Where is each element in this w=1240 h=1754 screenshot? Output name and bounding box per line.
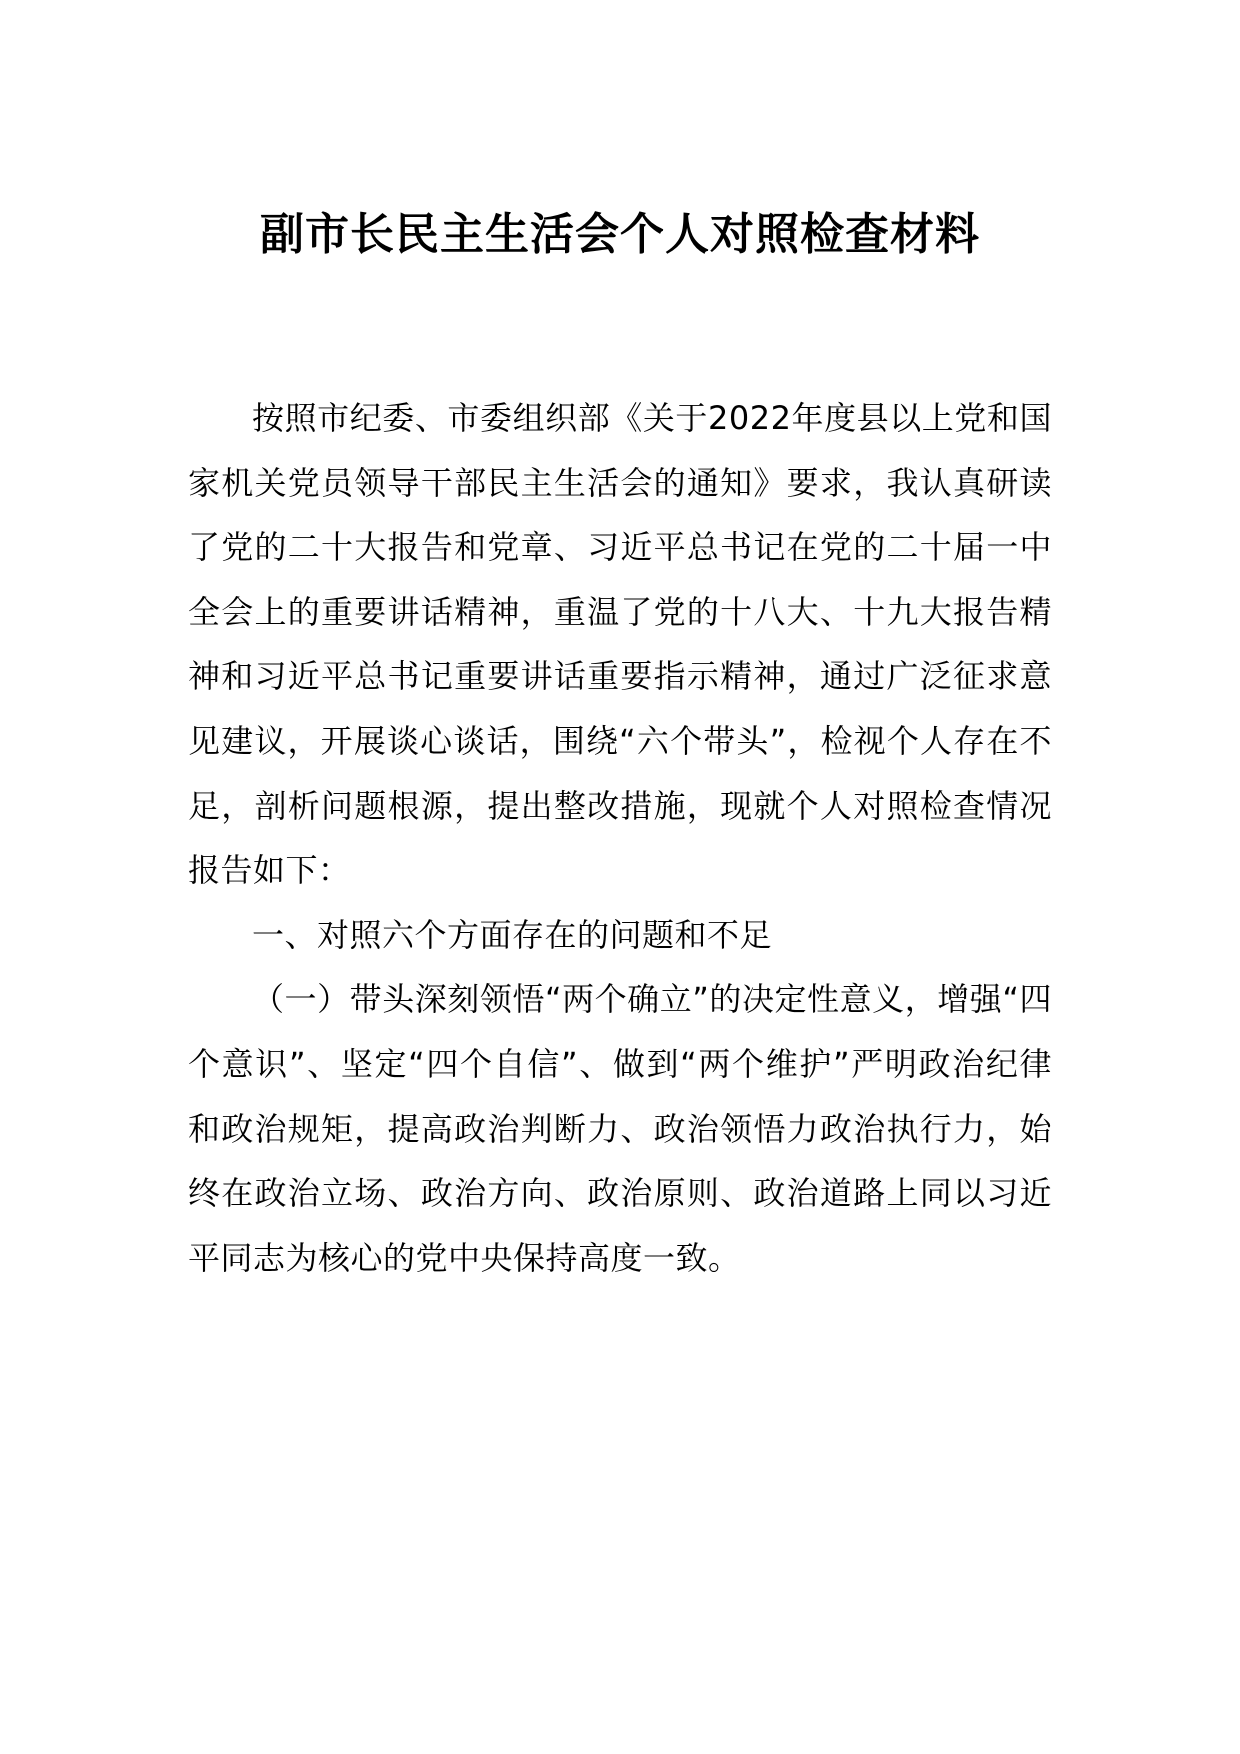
page-title: 副市长民主生活会个人对照检查材料 xyxy=(260,209,980,260)
section-heading: 一、对照六个方面存在的问题和不足 xyxy=(252,915,773,954)
intro-paragraph: 按照市纪委、市委组织部《关于2022年度县以上党和国家机关党员领导干部民主生活会的通知》要求，我认真研读了党的二十大报告和党章、习近平总书记在党的二十届一中全会上的重要讲话精神，重温了党的十八大、十九大报告精神和习近平总书记重要讲话重要指示精神，通过广泛征求意见建议，开展谈心谈话，围绕“六个带头”，检视个人存在不足，剖析问题根源，提出整改措施，现就个人对照检查情况报告如下： xyxy=(188,399,1052,890)
document-body xyxy=(188,386,1052,1290)
subsection-paragraph: （一）带头深刻领悟“两个确立”的决定性意义，增强“四个意识”、坚定“四个自信”、做到“两个维护”严明政治纪律和政治规矩，提高政治判断力、政治领悟力政治执行力，始终在政治立场、政治方向、政治原则、政治道路上同以习近平同志为核心的党中央保持高度一致。 xyxy=(188,980,1052,1277)
